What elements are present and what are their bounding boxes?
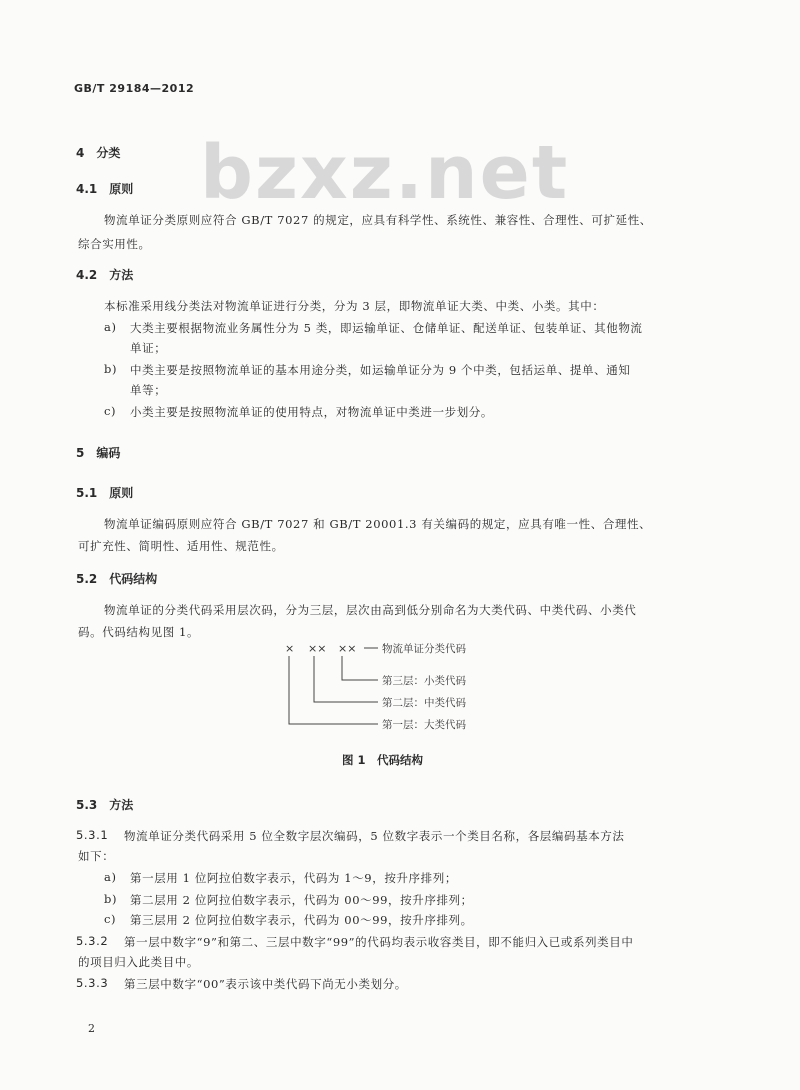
clause-5-3-2-number: 5.3.2 [76,934,109,948]
list-item-b-line2: 单等； [130,383,167,397]
clause-5-3-1-b: 第二层用 2 位阿拉伯数字表示，代码为 00～99，按升序排列； [130,893,473,907]
clause-5-3-1-number: 5.3.1 [76,828,109,842]
clause-5-3-1-b-marker: b) [104,892,118,906]
section-4-1-para-line2: 综合实用性。 [78,237,151,251]
list-item-b-marker: b) [104,362,118,376]
section-4-1-title: 4.1 原则 [76,182,134,196]
section-5-1-title: 5.1 原则 [76,486,134,500]
clause-5-3-3-number: 5.3.3 [76,976,109,990]
clause-5-3-1-c-marker: c) [104,912,117,926]
standard-header: GB/T 29184—2012 [74,82,195,95]
clause-5-3-2-line1: 第一层中数字“9”和第二、三层中数字“99”的代码均表示收容类目，即不能归入已或系列类目中 [124,935,634,949]
section-4-2-para: 本标准采用线分类法对物流单证进行分类，分为 3 层，即物流单证大类、中类、小类。其中： [104,299,605,313]
section-5-1-para-line2: 可扩充性、简明性、适用性、规范性。 [78,539,284,553]
section-5-2-title: 5.2 代码结构 [76,572,158,586]
connector-layer3 [342,656,378,680]
clause-5-3-3-line1: 第三层中数字“00”表示该中类代码下尚无小类划分。 [124,977,407,991]
section-5-2-para-line2: 码。代码结构见图 1。 [78,625,200,639]
section-4-2-title: 4.2 方法 [76,268,134,282]
clause-5-3-1-line1: 物流单证分类代码采用 5 位全数字层次编码，5 位数字表示一个类目名称，各层编码基本方法 [124,829,625,843]
connector-layer1 [289,656,378,724]
list-item-a-line2: 单证； [130,341,167,355]
clause-5-3-2-line2: 的项目归入此类目中。 [78,955,199,969]
code-layer1-mark: × [285,642,295,655]
clause-5-3-1-line2: 如下： [78,849,115,863]
figure-caption: 图 1 代码结构 [342,753,424,767]
clause-5-3-1-a-marker: a) [104,870,117,884]
figure-label-layer3: 第三层：小类代码 [382,675,466,687]
figure-label-layer1: 第一层：大类代码 [382,719,466,731]
list-item-a-line1: 大类主要根据物流业务属性分为 5 类，即运输单证、仓储单证、配送单证、包装单证、其他物流 [130,321,643,335]
section-4-title: 4 分类 [76,146,121,160]
list-item-a-marker: a) [104,320,117,334]
figure-label-top: 物流单证分类代码 [382,643,466,655]
section-5-title: 5 编码 [76,446,121,460]
list-item-c-line1: 小类主要是按照物流单证的使用特点，对物流单证中类进一步划分。 [130,405,493,419]
list-item-c-marker: c) [104,404,117,418]
code-structure-diagram [280,640,500,740]
clause-5-3-1-c: 第三层用 2 位阿拉伯数字表示，代码为 00～99，按升序排列。 [130,913,473,927]
code-layer3-mark: ×× [338,642,357,655]
section-5-1-para-line1: 物流单证编码原则应符合 GB/T 7027 和 GB/T 20001.3 有关编码的规定，应具有唯一性、合理性、 [104,517,652,531]
page-number: 2 [88,1022,95,1035]
figure-label-layer2: 第二层：中类代码 [382,697,466,709]
section-5-3-title: 5.3 方法 [76,798,134,812]
section-4-1-para-line1: 物流单证分类原则应符合 GB/T 7027 的规定，应具有科学性、系统性、兼容性、合理性、可扩延性、 [104,213,652,227]
connector-layer2 [314,656,378,702]
list-item-b-line1: 中类主要是按照物流单证的基本用途分类，如运输单证分为 9 个中类，包括运单、提单、通知 [130,363,631,377]
clause-5-3-1-a: 第一层用 1 位阿拉伯数字表示，代码为 1～9，按升序排列； [130,871,457,885]
watermark: bzxz.net [200,130,570,216]
code-layer2-mark: ×× [308,642,327,655]
section-5-2-para-line1: 物流单证的分类代码采用层次码，分为三层，层次由高到低分别命名为大类代码、中类代码、小类代 [104,603,637,617]
